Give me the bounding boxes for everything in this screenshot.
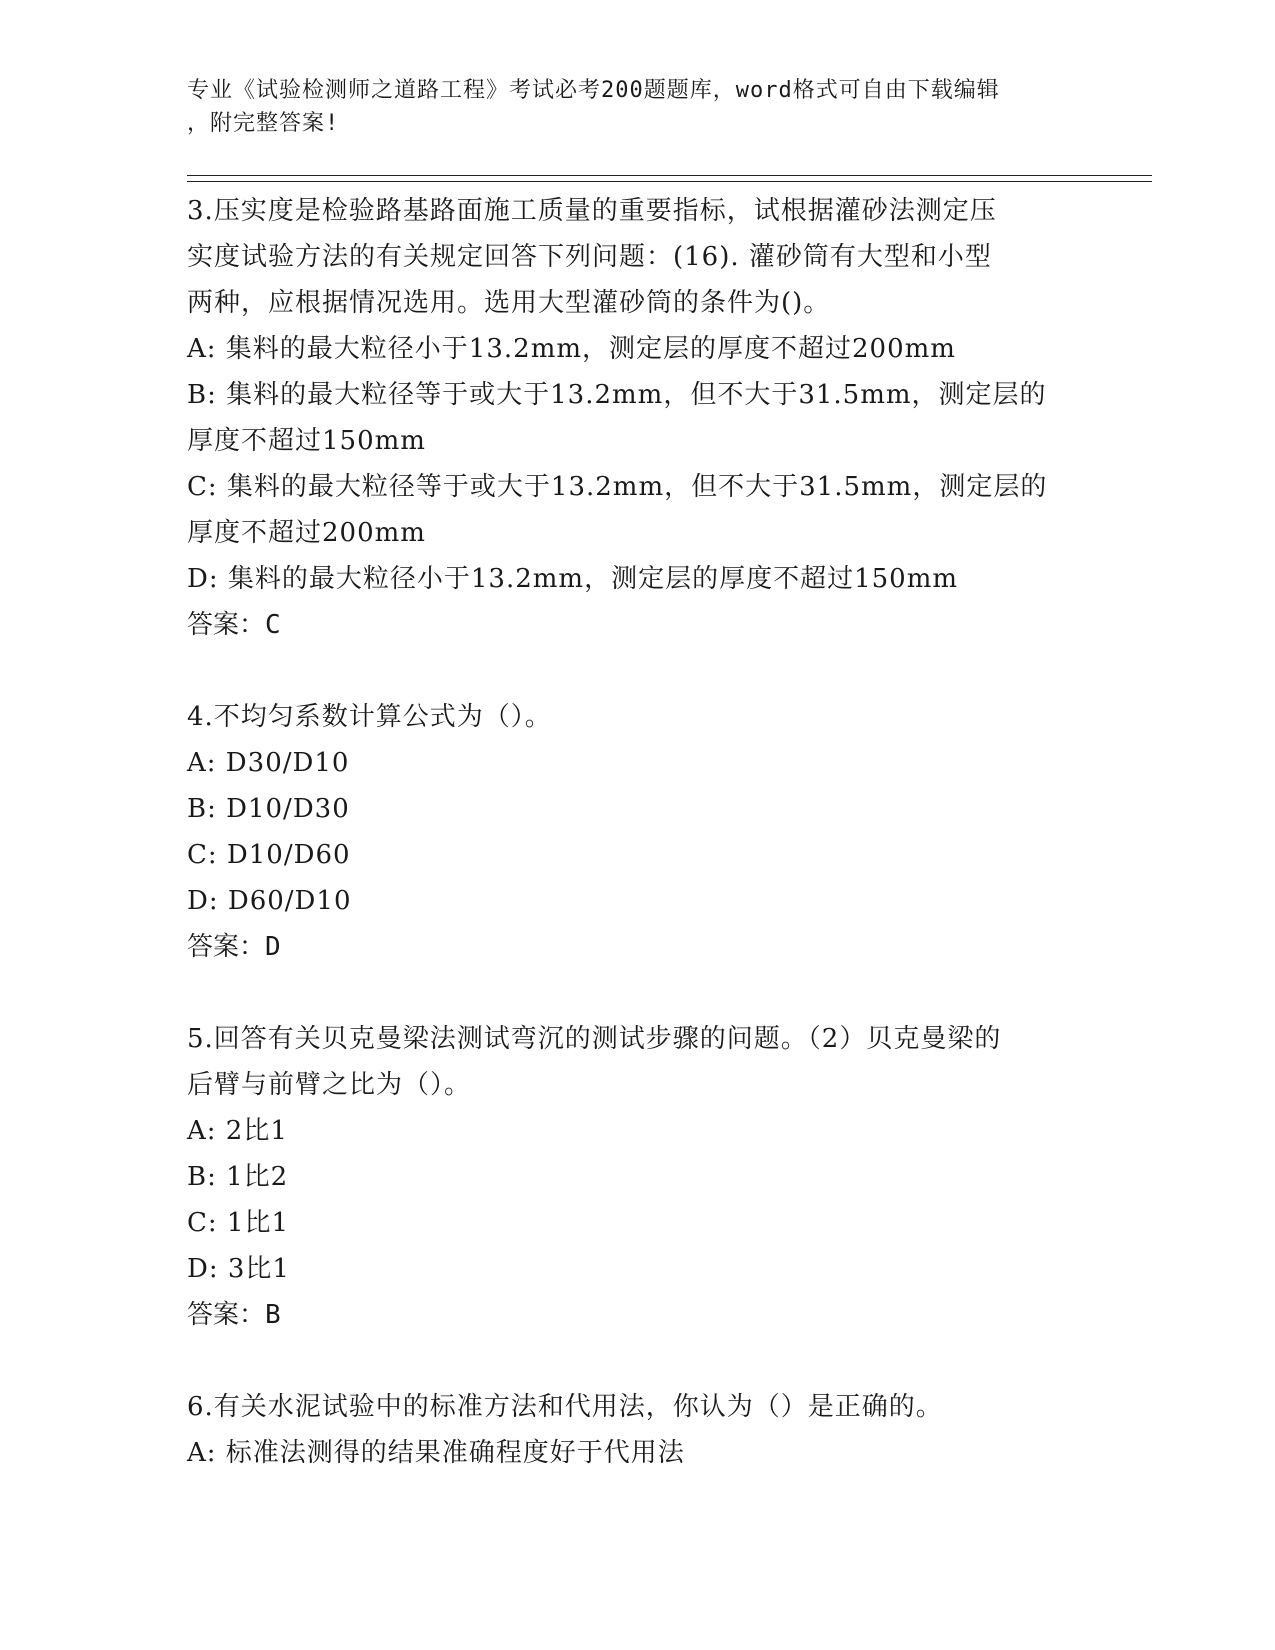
document-header xyxy=(187,74,1067,140)
header-divider-bottom xyxy=(187,181,1152,182)
question-stem-line: 两种，应根据情况选用。选用大型灌砂筒的条件为()。 xyxy=(187,288,831,318)
option-d: D: 3比1 xyxy=(187,1254,290,1284)
question-spacer xyxy=(187,1338,1067,1384)
answer-line: 答案：D xyxy=(187,932,281,962)
answer-line: 答案：B xyxy=(187,1300,281,1330)
option-a: A: 2比1 xyxy=(187,1116,288,1146)
question-6 xyxy=(187,1384,1067,1476)
header-divider-top xyxy=(187,175,1152,176)
question-4 xyxy=(187,694,1067,970)
header-line-2: ，附完整答案! xyxy=(187,111,340,136)
option-d: D: 集料的最大粒径小于13.2mm，测定层的厚度不超过150mm xyxy=(187,564,959,594)
option-d: D: D60/D10 xyxy=(187,886,352,916)
option-b: B: D10/D30 xyxy=(187,794,350,824)
option-a: A: D30/D10 xyxy=(187,748,350,778)
option-c: C: 集料的最大粒径等于或大于13.2mm，但不大于31.5mm，测定层的 xyxy=(187,472,1048,502)
option-a: A: 集料的最大粒径小于13.2mm，测定层的厚度不超过200mm xyxy=(187,334,956,364)
option-c-continued: 厚度不超过200mm xyxy=(187,518,426,548)
question-stem-line: 6.有关水泥试验中的标准方法和代用法，你认为（）是正确的。 xyxy=(187,1392,943,1422)
question-stem-line: 后臂与前臂之比为（）。 xyxy=(187,1070,472,1100)
question-stem-line: 5.回答有关贝克曼梁法测试弯沉的测试步骤的问题。（2）贝克曼梁的 xyxy=(187,1024,1002,1054)
option-b: B: 集料的最大粒径等于或大于13.2mm，但不大于31.5mm，测定层的 xyxy=(187,380,1047,410)
question-stem-line: 4.不均匀系数计算公式为（）。 xyxy=(187,702,552,732)
option-c: C: 1比1 xyxy=(187,1208,290,1238)
option-b-continued: 厚度不超过150mm xyxy=(187,426,426,456)
option-c: C: D10/D60 xyxy=(187,840,351,870)
question-3 xyxy=(187,188,1067,648)
question-stem-line: 3.压实度是检验路基路面施工质量的重要指标，试根据灌砂法测定压 xyxy=(187,196,997,226)
question-spacer xyxy=(187,648,1067,694)
question-stem-line: 实度试验方法的有关规定回答下列问题：(16). 灌砂筒有大型和小型 xyxy=(187,242,992,272)
answer-line: 答案：C xyxy=(187,610,281,640)
option-b: B: 1比2 xyxy=(187,1162,289,1192)
question-spacer xyxy=(187,970,1067,1016)
question-list xyxy=(187,188,1067,1476)
option-a: A: 标准法测得的结果准确程度好于代用法 xyxy=(187,1438,685,1468)
header-line-1: 专业《试验检测师之道路工程》考试必考200题题库，word格式可自由下载编辑 xyxy=(187,78,1000,103)
question-5 xyxy=(187,1016,1067,1338)
